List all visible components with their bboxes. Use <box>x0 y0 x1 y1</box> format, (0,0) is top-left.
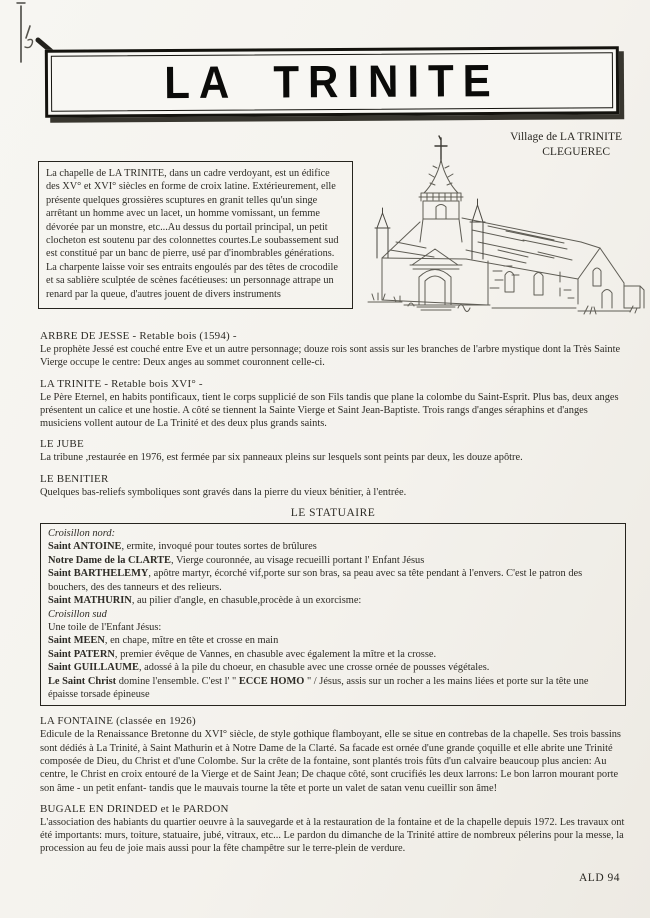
statuaire-entry-text: Saint ANTOINE <box>48 541 122 553</box>
statuaire-entry-text: " / Jésus, assis sur un rocher a les mains liées et porte sur la tête une épaisse torsade épineuse <box>48 675 589 700</box>
statuaire-entry-text: Le Saint Christ <box>48 675 117 687</box>
section <box>40 472 626 499</box>
document-body <box>40 329 626 863</box>
statuaire-entry-text: Croisillon sud <box>48 608 107 620</box>
statuaire-entry-text: , au pilier d'angle, en chasuble,procède à un exorcisme: <box>131 595 362 607</box>
statuaire-entry <box>48 527 618 540</box>
title-banner-inner-border <box>51 52 613 111</box>
statuaire-entry-text: , en chape, mître en tête et crosse en main <box>104 635 279 647</box>
statuaire-entry-text: , premier évêque de Vannes, en chasuble avec également la mître et la crosse. <box>114 648 437 660</box>
statuaire-entry <box>48 567 618 594</box>
section-body: Le prophète Jessé est couché entre Eve et un autre personnage; douze rois sont assis sur les branches de l'arbre mystique dont la Très Sainte Vierge occupe le centre: Deux anges au sommet couronnent celle-ci. <box>40 344 621 369</box>
statuaire-entry <box>48 648 618 661</box>
statuaire-entry-text: Croisillon nord: <box>48 528 116 540</box>
statuaire-entry <box>48 621 618 634</box>
section-body: Le Père Eternel, en habits pontificaux, tient le corps supplicié de son Fils tandis que plane la colombe du Saint-Esprit. Plus bas, deux anges présentent un calice et une hostie. A côté se tiennent la Sainte Vierge et Saint Jean-Baptiste. Trois rangs d'anges séraphins et d'anges musiciens vollent autour de La Trinité et des deux plus grands saints. <box>40 391 619 430</box>
section <box>40 377 626 431</box>
statuaire-entry-text: , Vierge couronnée, au visage recueilli portant l' Enfant Jésus <box>170 554 425 566</box>
section-heading: ARBRE DE JESSE - Retable bois (1594) - <box>40 330 237 342</box>
statuaire-entry-text: Saint MATHURIN <box>48 595 132 607</box>
statuaire-entry <box>48 540 618 553</box>
statuaire-entry-text: , apôtre martyr, écorché vif,porte sur son bras, sa peau avec sa tête pendant à l'envers. C'est le patron des bouchers, des des tanneurs et des relieurs. <box>48 568 583 593</box>
section-heading: LA FONTAINE (classée en 1926) <box>40 715 196 728</box>
statuaire-entry-text: Notre Dame de la CLARTE <box>48 554 171 566</box>
statuaire-entry-text: Saint GUILLAUME <box>48 662 139 674</box>
statuaire-entry <box>48 554 618 567</box>
statuaire-entry-text: , adossé à la pile du choeur, en chasuble avec une crosse ornée de pousses végétales. <box>138 662 490 674</box>
intro-paragraph-box <box>38 161 353 309</box>
statuaire-box <box>40 523 626 706</box>
statuaire-entry-text: Une toile de l'Enfant Jésus: <box>48 621 162 633</box>
section-heading: BUGALE EN DRINDED et le PARDON <box>40 802 229 815</box>
village-caption-line1: Village de LA TRINITE <box>510 131 622 143</box>
statuaire-entry-text: , ermite, invoqué pour toutes sortes de brûlures <box>121 541 317 553</box>
village-caption-line2: CLEGUEREC <box>542 146 610 158</box>
statuaire-entry <box>48 661 618 674</box>
section-body: La tribune ,restaurée en 1976, est fermée par six panneaux pleins sur lesquels sont peints par deux, les douze apôtre. <box>40 452 523 464</box>
section-heading: LA TRINITE - Retable bois XVI° - <box>40 377 203 390</box>
statuaire-entry <box>48 594 618 607</box>
sections-bottom <box>40 714 626 855</box>
statuaire-entry-text: Saint BARTHELEMY <box>48 568 149 580</box>
statuaire-entry-text: Saint MEEN <box>48 635 105 647</box>
section-heading: LE JUBE <box>40 438 84 451</box>
section <box>40 329 626 370</box>
section <box>40 714 626 794</box>
statuaire-entry-text: Saint PATERN <box>48 648 115 660</box>
title-banner <box>45 46 619 118</box>
section-body: L'association des habiants du quartier oeuvre à la sauvegarde et à la restauration de la fontaine et de la chapelle depuis 1972. Les travaux ont été importants: murs, toiture, statuaire, jubé, vitraux, etc... Le pardon du dimanche de la Trinité attire de nombreux pélerins pour la messe, la procession au feu de joie mais aussi pour la fête champêtre sur le terre-plein de verdure. <box>40 816 625 855</box>
section-body: Quelques bas-reliefs symboliques sont gravés dans la pierre du vieux bénitier, à l'entrée. <box>40 486 407 498</box>
footer-reference: ALD 94 <box>578 872 620 884</box>
statuaire-entry-text: domine l'ensemble. C'est l' " <box>116 675 239 687</box>
section <box>40 802 626 856</box>
statuaire-entry-text: ECCE HOMO <box>238 675 305 687</box>
intro-paragraph-text: La chapelle de LA TRINITE, dans un cadre verdoyant, est un édifice des XV° et XVI° siècles en forme de croix latine. Extérieurement, elle présente quelques grossières scuptures en granit telles qu'un singe arrêtant un homme avec un lacet, un homme vomissant, un femme dévorée par un monstre, etc...Au dessus du portail principal, un petit clocheton est soutenu par des colonnettes courtes.Le soubassement sud est constitué par un banc de pierre, usé par d'inombrables générations. La charpente laisse voir ses entraits engoulés par des têtes de crocodile et sa sablière sculptée de scènes facétieuses: un personnage attrape un renard par la queue, d'autres jouent de divers instruments <box>46 168 339 300</box>
sections-top <box>40 329 626 499</box>
statuaire-entry <box>48 634 618 647</box>
section-body: Edicule de la Renaissance Bretonne du XVI° siècle, de style gothique flamboyant, elle se situe en contrebas de la chapelle. Ses trois bassins sont dédiés à La Trinité, à Saint Mathurin et à Notre Dame de la Clarté. Sa facade est ornée d'une grande çoquille et elle abrite une Trinité composée de Dieu, du Christ et d'une Colombe. Sur la crête de la fontaine, sont plantés trois fûts d'un calvaire beaucoup plus ancien: Au centre, le Christ en croix entouré de la Vierge et de Saint Jean; De chaque côté, sont crucifiés les deux larrons: Le bon larron mourant porte son âme - un petit enfant- tandis que le mauvais tourne la tête et porte un valet de satan venu cueillir son âme! <box>40 729 621 794</box>
statuaire-entry <box>48 675 618 702</box>
page-title: LA TRINITE <box>164 55 500 108</box>
statuaire-entry <box>48 608 618 621</box>
church-sketch-illustration <box>338 130 646 335</box>
statuaire-heading: LE STATUAIRE <box>290 507 376 520</box>
section-heading: LE BENITIER <box>40 472 109 485</box>
section <box>40 437 626 464</box>
